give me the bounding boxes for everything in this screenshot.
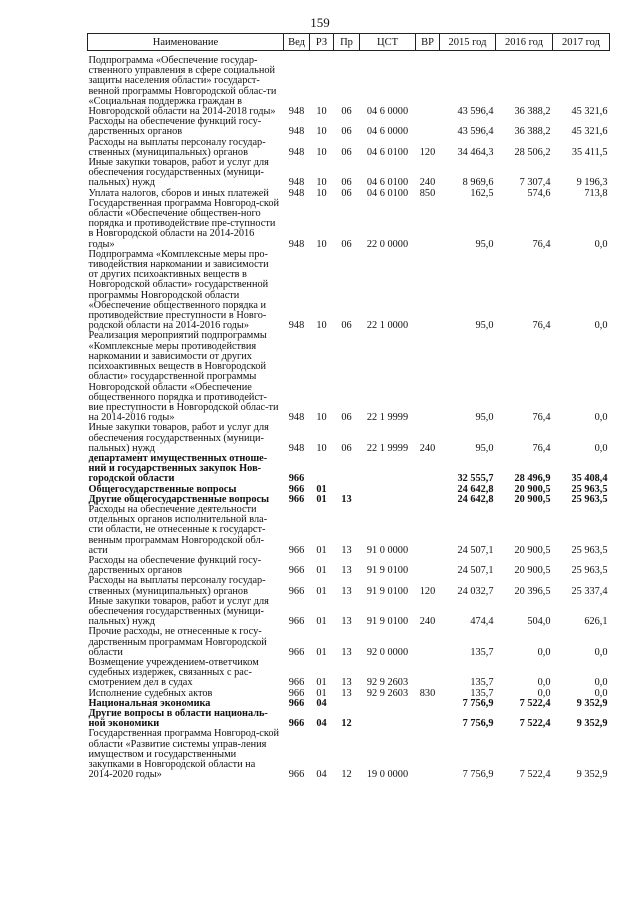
- row-pr: 06: [341, 146, 352, 158]
- row-value-2017: 9 196,3: [576, 177, 608, 189]
- row-ved: 966: [288, 544, 305, 556]
- row-value-2016: 0,0: [537, 677, 551, 689]
- row-value-2015: 95,0: [475, 238, 494, 250]
- row-value-2016: 20 900,5: [514, 493, 551, 505]
- column-header-rz: РЗ: [310, 34, 334, 51]
- row-value-2016: 7 522,4: [519, 769, 551, 781]
- column-header-2017: 2017 год: [553, 34, 610, 51]
- row-rz: 01: [316, 585, 327, 597]
- table-row: [88, 138, 610, 158]
- row-value-2016: 20 900,5: [514, 483, 551, 495]
- row-rz: 01: [316, 483, 327, 495]
- row-value-2015: 135,7: [470, 646, 494, 658]
- column-header-vr: ВР: [416, 34, 440, 51]
- row-value-2017: 9 352,9: [576, 697, 608, 709]
- row-value-2017: 45 321,6: [571, 106, 608, 118]
- row-value-2016: 20 396,5: [514, 585, 551, 597]
- row-name: Расходы на обеспечение функций госу-дарственных органов: [88, 116, 262, 138]
- row-name: Иные закупки товаров, работ и услуг для обеспечения государственных (муници-пальных) нужд: [88, 157, 269, 189]
- row-ved: 966: [288, 687, 305, 699]
- row-value-2017: 25 337,4: [571, 585, 608, 597]
- row-vr: [416, 729, 440, 780]
- row-value-2015: 24 642,8: [457, 483, 494, 495]
- row-ved: 966: [288, 646, 305, 658]
- row-ved: 966: [288, 616, 305, 628]
- budget-table: [87, 33, 610, 780]
- table-row: [88, 331, 610, 423]
- row-value-2015: 24 032,7: [457, 585, 494, 597]
- row-value-2015: 24 507,1: [457, 565, 494, 577]
- table-row: [88, 709, 610, 729]
- row-name: Государственная программа Новгород-ской области «Обеспечение обществен-ного порядка и противодействие пре-ступности в Новгородской области на 2014-2016 годы»: [88, 197, 279, 250]
- row-value-2016: 36 388,2: [514, 106, 551, 118]
- table-body: [88, 51, 610, 781]
- row-value-2017: 0,0: [594, 320, 608, 332]
- row-name: Государственная программа Новгород-ской области «Развитие системы управ-ления имуществом и государственными закупками в Новгородской области на 2014-2020 годы»: [88, 728, 279, 781]
- row-rz: 10: [316, 320, 327, 332]
- row-value-2015: 24 507,1: [457, 544, 494, 556]
- row-ved: 948: [288, 187, 305, 199]
- row-ved: 966: [288, 565, 305, 577]
- row-vr: [416, 199, 440, 250]
- row-rz: 01: [316, 565, 327, 577]
- row-vr: [416, 117, 440, 137]
- header-row: [88, 34, 610, 51]
- row-ved: 948: [288, 126, 305, 138]
- row-rz: 04: [316, 718, 327, 730]
- row-value-2017: 9 352,9: [576, 718, 608, 730]
- row-vr: 240: [419, 616, 436, 628]
- row-vr: [416, 454, 440, 485]
- row-value-2015: 474,4: [470, 616, 494, 628]
- row-vr: 240: [419, 442, 436, 454]
- row-value-2015: 7 756,9: [462, 769, 494, 781]
- row-vr: 850: [419, 187, 436, 199]
- row-cst: 92 0 0000: [366, 646, 409, 658]
- row-cst: [360, 454, 416, 485]
- row-pr: 13: [341, 616, 352, 628]
- row-value-2015: 95,0: [475, 412, 494, 424]
- column-header-ved: Вед: [284, 34, 310, 51]
- row-ved: 966: [288, 483, 305, 495]
- table-row: [88, 627, 610, 658]
- row-value-2016: 7 522,4: [519, 697, 551, 709]
- table-row: [88, 250, 610, 332]
- row-value-2016: 7 307,4: [519, 177, 551, 189]
- row-value-2017: 35 411,5: [571, 146, 608, 158]
- row-value-2015: 7 756,9: [462, 697, 494, 709]
- row-rz: [310, 454, 334, 485]
- row-value-2015: 8 969,6: [462, 177, 494, 189]
- row-vr: [416, 51, 440, 118]
- row-ved: 948: [288, 146, 305, 158]
- row-pr: 06: [341, 320, 352, 332]
- row-vr: [416, 627, 440, 658]
- row-value-2017: 626,1: [584, 616, 608, 628]
- row-vr: [416, 331, 440, 423]
- row-cst: 91 9 0100: [366, 565, 409, 577]
- row-pr: 13: [341, 565, 352, 577]
- row-ved: 966: [288, 697, 305, 709]
- table-row: [88, 423, 610, 454]
- row-value-2016: 574,6: [527, 187, 551, 199]
- column-header-pr: Пр: [334, 34, 360, 51]
- page-number: 159: [310, 15, 330, 30]
- row-value-2017: 45 321,6: [571, 126, 608, 138]
- row-ved: 948: [288, 177, 305, 189]
- row-value-2016: 20 900,5: [514, 565, 551, 577]
- row-cst: [360, 495, 416, 505]
- row-vr: [416, 505, 440, 556]
- row-pr: 13: [341, 493, 352, 505]
- row-pr: 06: [341, 412, 352, 424]
- row-vr: [416, 709, 440, 729]
- row-value-2017: 0,0: [594, 442, 608, 454]
- row-value-2015: 135,7: [470, 687, 494, 699]
- row-value-2017: 0,0: [594, 238, 608, 250]
- row-pr: 12: [341, 718, 352, 730]
- row-name: Национальная экономика: [88, 697, 211, 709]
- row-cst: [360, 709, 416, 729]
- row-value-2017: 0,0: [594, 646, 608, 658]
- row-rz: 10: [316, 442, 327, 454]
- row-rz: 01: [316, 646, 327, 658]
- row-name: Реализация мероприятий подпрограммы «Комплексные меры противодействия наркомании и зависимости от других психоактивных веществ в Новгородской области» государственной программы Новгородской области «Обеспечение общественного порядка и противодейст-вие преступности в Новгородской облас-ти на 2014-2016 годы»: [88, 330, 279, 424]
- table-row: [88, 576, 610, 596]
- row-pr: 12: [341, 769, 352, 781]
- row-name: Другие общегосударственные вопросы: [88, 493, 270, 505]
- row-pr: 06: [341, 106, 352, 118]
- row-rz: 10: [316, 146, 327, 158]
- row-name: Подпрограмма «Комплексные меры про-тиводействия наркомании и зависимости от других психоактивных веществ в Новгородской области» государственной программы Новгородской области «Обеспечение общественного порядка и противодействие преступности в Новго-родской области на 2014-2016 годы»: [88, 248, 269, 332]
- row-cst: 92 9 2603: [366, 677, 409, 689]
- row-cst: 04 6 0000: [366, 106, 409, 118]
- row-value-2015: 95,0: [475, 320, 494, 332]
- row-value-2017: 25 963,5: [571, 565, 608, 577]
- row-name: Возмещение учреждением-ответчиком судебных издержек, связанных с рас-смотрением дел в судах: [88, 656, 259, 689]
- row-ved: 948: [288, 106, 305, 118]
- row-value-2017: 25 963,5: [571, 483, 608, 495]
- row-ved: 966: [288, 473, 305, 485]
- row-cst: [360, 699, 416, 709]
- row-pr: [334, 454, 360, 485]
- row-pr: 13: [341, 687, 352, 699]
- table-row: [88, 597, 610, 628]
- row-pr: 13: [341, 544, 352, 556]
- row-rz: 01: [316, 687, 327, 699]
- row-value-2015: 43 596,4: [457, 126, 494, 138]
- row-value-2017: 0,0: [594, 412, 608, 424]
- row-rz: 04: [316, 769, 327, 781]
- row-rz: 01: [316, 677, 327, 689]
- row-pr: 06: [341, 177, 352, 189]
- row-cst: 04 6 0100: [366, 177, 409, 189]
- row-pr: [334, 699, 360, 709]
- row-value-2017: 25 963,5: [571, 544, 608, 556]
- row-value-2017: 9 352,9: [576, 769, 608, 781]
- row-ved: 948: [288, 442, 305, 454]
- column-header-2016: 2016 год: [496, 34, 553, 51]
- row-ved: 948: [288, 238, 305, 250]
- row-pr: 13: [341, 677, 352, 689]
- table-row: [88, 658, 610, 689]
- row-pr: 13: [341, 585, 352, 597]
- row-pr: 06: [341, 442, 352, 454]
- row-value-2016: 28 506,2: [514, 146, 551, 158]
- row-cst: 91 0 0000: [366, 544, 409, 556]
- column-header-name: Наименование: [88, 34, 284, 51]
- row-value-2015: 95,0: [475, 442, 494, 454]
- row-value-2015: 7 756,9: [462, 718, 494, 730]
- row-value-2016: 20 900,5: [514, 544, 551, 556]
- row-rz: 10: [316, 177, 327, 189]
- column-header-cst: ЦСТ: [360, 34, 416, 51]
- row-vr: 120: [419, 146, 436, 158]
- row-name: Уплата налогов, сборов и иных платежей: [88, 187, 269, 199]
- row-cst: 22 1 9999: [366, 442, 409, 454]
- row-pr: 06: [341, 238, 352, 250]
- row-name: Подпрограмма «Обеспечение государ-ственного управления в сфере социальной защиты населения области» государст-венной программы Новгородской облас-ти «Социальная поддержка граждан в Новгородской области на 2014-2018 годы»: [88, 55, 277, 118]
- row-name: Иные закупки товаров, работ и услуг для обеспечения государственных (муници-пальных) нужд: [88, 422, 269, 454]
- row-value-2016: 7 522,4: [519, 718, 551, 730]
- row-rz: 10: [316, 106, 327, 118]
- row-vr: [416, 250, 440, 332]
- row-rz: 01: [316, 493, 327, 505]
- row-rz: 10: [316, 126, 327, 138]
- row-vr: [416, 699, 440, 709]
- row-rz: 10: [316, 412, 327, 424]
- row-value-2017: 0,0: [594, 687, 608, 699]
- table-row: [88, 454, 610, 485]
- row-value-2015: 34 464,3: [457, 146, 494, 158]
- row-cst: 22 0 0000: [366, 238, 409, 250]
- row-vr: [416, 658, 440, 689]
- row-vr: 830: [419, 687, 436, 699]
- row-cst: 04 6 0100: [366, 146, 409, 158]
- row-ved: 948: [288, 412, 305, 424]
- row-vr: 240: [419, 177, 436, 189]
- row-ved: 948: [288, 320, 305, 332]
- table-row: [88, 505, 610, 556]
- row-cst: 22 1 9999: [366, 412, 409, 424]
- row-pr: 06: [341, 126, 352, 138]
- row-value-2016: 76,4: [532, 320, 551, 332]
- row-vr: [416, 485, 440, 495]
- table-row: [88, 51, 610, 118]
- row-value-2017: 25 963,5: [571, 493, 608, 505]
- row-value-2016: 0,0: [537, 687, 551, 699]
- row-rz: 01: [316, 544, 327, 556]
- row-value-2017: 35 408,4: [571, 473, 608, 485]
- row-value-2015: 162,5: [470, 187, 494, 199]
- row-name: Расходы на обеспечение деятельности отдельных органов исполнительной вла-сти области, не отнесенные к государст-венным программам Новгородской обл-асти: [88, 503, 268, 556]
- row-ved: 966: [288, 769, 305, 781]
- row-rz: 10: [316, 238, 327, 250]
- row-value-2017: 713,8: [584, 187, 608, 199]
- row-name: Исполнение судебных актов: [88, 687, 213, 699]
- table-row: [88, 117, 610, 137]
- row-name: Другие вопросы в области националь-ной экономики: [88, 708, 268, 730]
- table-row: [88, 556, 610, 576]
- row-value-2016: 28 496,9: [514, 473, 551, 485]
- row-value-2015: 135,7: [470, 677, 494, 689]
- row-value-2015: 24 642,8: [457, 493, 494, 505]
- row-cst: 04 6 0100: [366, 187, 409, 199]
- row-pr: 13: [341, 646, 352, 658]
- row-cst: 04 6 0000: [366, 126, 409, 138]
- row-value-2015: 43 596,4: [457, 106, 494, 118]
- row-cst: 22 1 0000: [366, 320, 409, 332]
- row-name: Прочие расходы, не отнесенные к госу-дарственным программам Новгородской области: [88, 626, 267, 658]
- row-cst: 19 0 0000: [366, 769, 409, 781]
- row-value-2016: 36 388,2: [514, 126, 551, 138]
- table-row: [88, 199, 610, 250]
- row-name: Расходы на выплаты персоналу государ-ственных (муниципальных) органов: [88, 136, 266, 158]
- table-row: [88, 158, 610, 189]
- row-ved: 966: [288, 493, 305, 505]
- row-value-2016: 76,4: [532, 412, 551, 424]
- row-cst: [360, 485, 416, 495]
- table-row: [88, 729, 610, 780]
- row-name: Общегосударственные вопросы: [88, 483, 237, 495]
- row-value-2015: 32 555,7: [457, 473, 494, 485]
- row-value-2016: 76,4: [532, 238, 551, 250]
- row-value-2016: 504,0: [527, 616, 551, 628]
- row-rz: 10: [316, 187, 327, 199]
- row-name: Расходы на выплаты персоналу государ-ственных (муниципальных) органов: [88, 575, 266, 597]
- row-cst: 91 9 0100: [366, 616, 409, 628]
- row-ved: 966: [288, 718, 305, 730]
- row-value-2017: 0,0: [594, 677, 608, 689]
- row-value-2016: 0,0: [537, 646, 551, 658]
- row-cst: 92 9 2603: [366, 687, 409, 699]
- column-header-2015: 2015 год: [440, 34, 496, 51]
- row-vr: 120: [419, 585, 436, 597]
- row-vr: [416, 556, 440, 576]
- row-rz: 04: [316, 697, 327, 709]
- row-rz: 01: [316, 616, 327, 628]
- row-value-2016: 76,4: [532, 442, 551, 454]
- row-name: департамент имущественных отноше-ний и государственных закупок Нов-городской области: [88, 452, 268, 485]
- row-ved: 966: [288, 677, 305, 689]
- row-cst: 91 9 0100: [366, 585, 409, 597]
- row-ved: 966: [288, 585, 305, 597]
- row-vr: [416, 495, 440, 505]
- table-header: [88, 34, 610, 51]
- row-name: Расходы на обеспечение функций госу-дарственных органов: [88, 554, 262, 577]
- row-name: Иные закупки товаров, работ и услуг для обеспечения государственных (муници-пальных) нужд: [88, 595, 269, 628]
- row-pr: 06: [341, 187, 352, 199]
